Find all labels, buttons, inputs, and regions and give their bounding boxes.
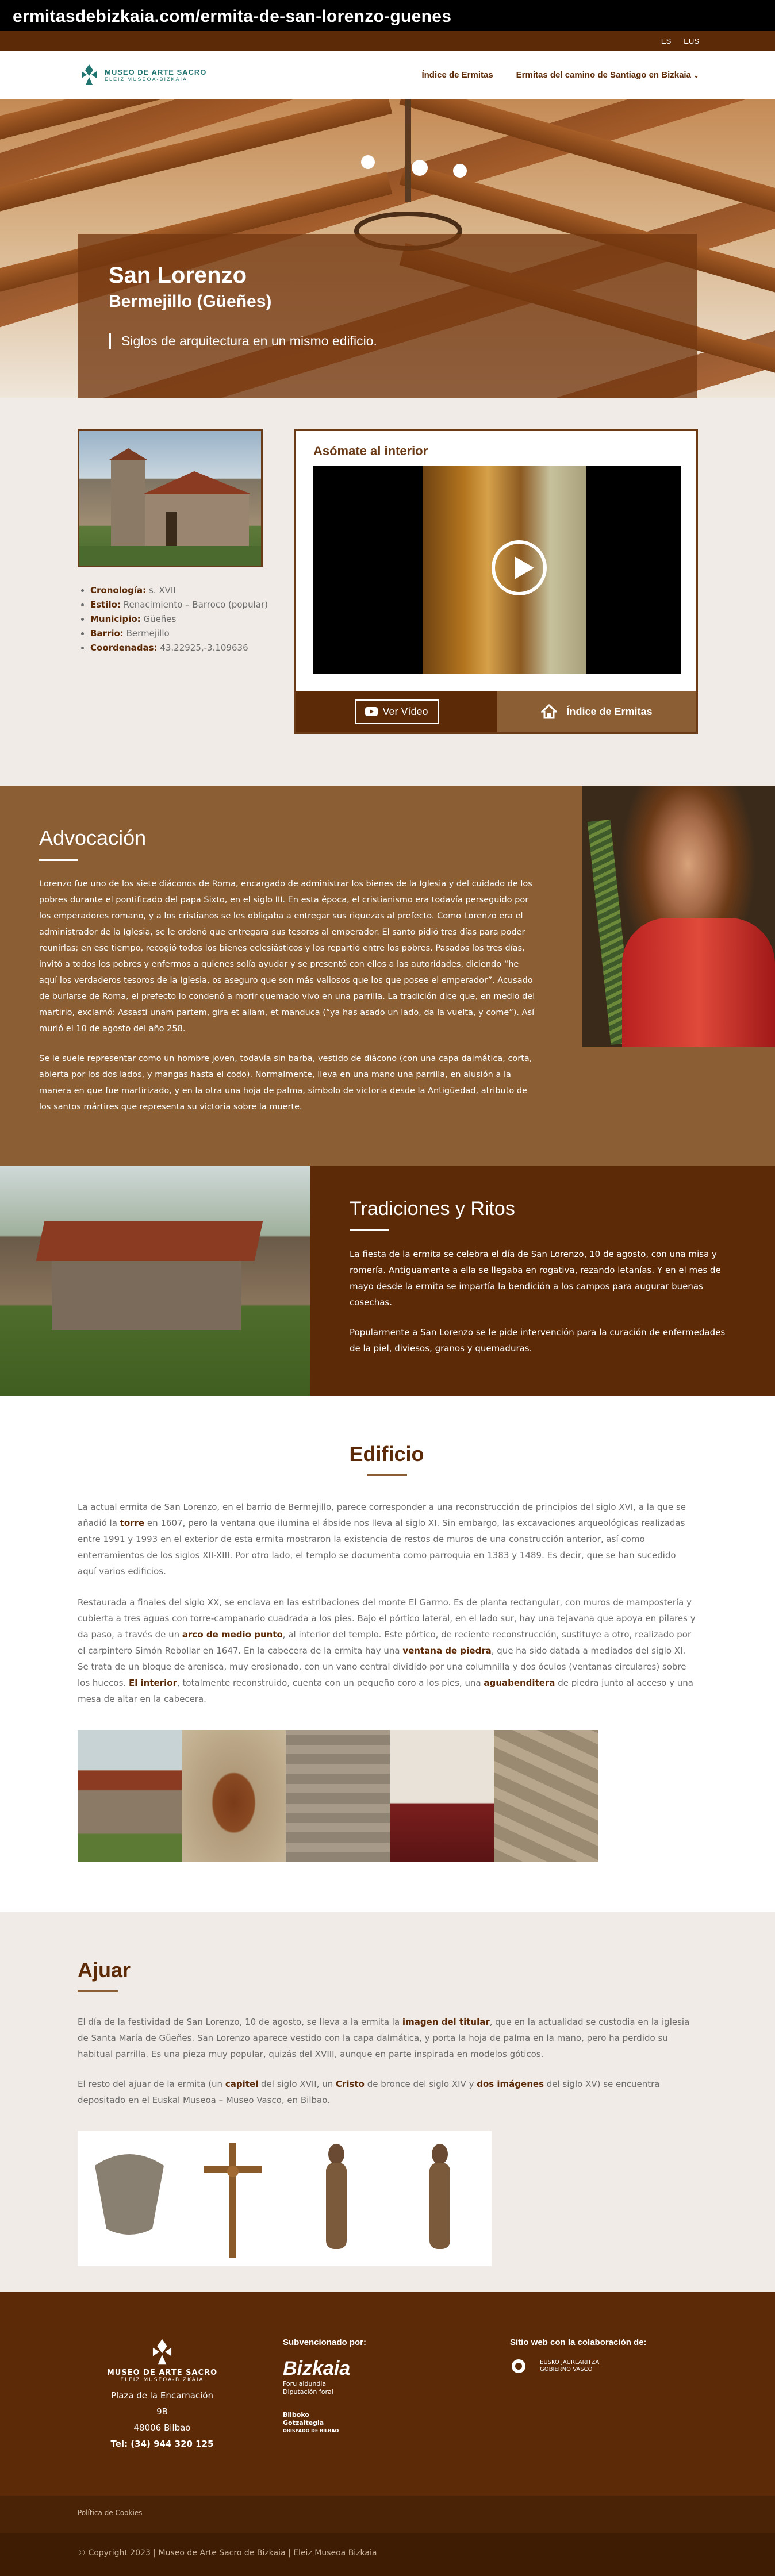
cross-logo-icon — [150, 2337, 174, 2366]
youtube-icon — [365, 707, 378, 716]
page-subtitle: Bermejillo (Güeñes) — [109, 292, 272, 311]
list-item: • Coordenadas: 43.22925,-3.109636 — [90, 641, 775, 655]
sponsor-title: Subvencionado por: — [283, 2337, 367, 2347]
home-icon — [541, 704, 557, 719]
paragraph: La actual ermita de San Lorenzo, en el barrio de Bermejillo, parece corresponder a una reconstrucción de principios del siglo XVI, a la que se añadió la torre en 1607, pero la ventana que ilumina el ábside nos lleva al siglo XI. Sin embargo, las excavaciones arqueológicas realizadas entre 1991 y 1993 en el exterior de esta ermita mostraron la existencia de restos de muros de una construcción anterior, así como enterramientos de los siglos XII-XIII. Por otro lado, el templo se documenta como parroquia en 1383 y 1489. Es decir, que se han sucedido aquí varios edificios. — [78, 1502, 686, 1577]
nav-item-indice[interactable]: Índice de Ermitas — [421, 70, 493, 80]
church-photo — [78, 429, 263, 567]
hero-overlay — [78, 234, 697, 398]
lang-es-link[interactable]: ES — [661, 36, 672, 45]
video-title: Asómate al interior — [313, 444, 428, 458]
list-item: • Barrio: Bermejillo — [90, 626, 775, 641]
paragraph: Popularmente a San Lorenzo se le pide intervención para la curación de enfermedades de la piel, diviesos, granos y quemaduras. — [350, 1327, 726, 1354]
site-header — [0, 51, 775, 99]
lang-eus-link[interactable]: EUS — [684, 36, 699, 45]
video-card — [294, 429, 698, 734]
collab-title: Sitio web con la colaboración de: — [510, 2337, 647, 2347]
divider — [367, 1474, 407, 1476]
url-bar[interactable]: ermitasdebizkaia.com/ermita-de-san-lorenzo-guenes — [0, 0, 775, 31]
copyright: © Copyright 2023 | Museo de Arte Sacro de Bizkaia | Eleiz Museoa Bizkaia — [0, 2533, 775, 2576]
hermitage-photo — [0, 1166, 310, 1396]
play-icon[interactable] — [492, 540, 547, 595]
gallery-image[interactable] — [181, 2131, 285, 2266]
divider — [350, 1229, 389, 1231]
site-footer: MUSEO DE ARTE SACRO ELEIZ MUSEOA-BIZKAIA Plaza de la Encarnación 9B 48006 Bilbao Tel: (34) 944 320 125 Subvencionado por: Bizkaia Foru aldundia Diputación foral Bilboko Gotzaitegia OBISPADO DE BILBAO Sitio web con la colaboración de: EUSKO JAURLARITZA GOBIERNO VASCO — [0, 2292, 775, 2496]
paragraph: Se le suele representar como un hombre joven, todavía sin barba, vestido de diácono (con una capa dalmática, corta, abierta por los dos lados, y mangas hasta el codo). Normalmente, lleva en una mano una parrilla, en alusión a la manera en que fue martirizado, y en la otra una hoja de palma, símbolo de victoria desde la Antigüedad, atributo de los santos mártires que representa su victoria sobre la muerte. — [39, 1054, 532, 1112]
section-title: Advocación — [39, 826, 147, 849]
cookie-policy-link[interactable]: Política de Cookies — [78, 2509, 143, 2517]
site-logo[interactable] — [79, 63, 206, 86]
logo-line2: ELEIZ MUSEOA-BIZKAIA — [105, 76, 188, 82]
footer-logo-line2: ELEIZ MUSEOA-BIZKAIA — [120, 2377, 204, 2383]
ver-video-button[interactable]: Ver Vídeo — [355, 699, 438, 724]
gallery-image[interactable] — [388, 2131, 492, 2266]
gallery-image[interactable] — [390, 1730, 494, 1862]
ajuar-section — [0, 1912, 775, 2292]
main-nav — [421, 70, 699, 80]
list-item: • Municipio: Güeñes — [90, 612, 775, 626]
gallery-image[interactable] — [494, 1730, 598, 1862]
gallery-image[interactable] — [182, 1730, 286, 1862]
nav-item-camino[interactable]: Ermitas del camino de Santiago en Bizkaia ⌄ — [516, 70, 699, 80]
tradiciones-section — [0, 1166, 775, 1396]
section-title: Edificio — [349, 1442, 424, 1466]
building-gallery — [78, 1730, 696, 1862]
divider — [78, 1990, 118, 1992]
divider — [39, 859, 78, 861]
paragraph: El resto del ajuar de la ermita (un capitel del siglo XVII, un Cristo de bronce del siglo XIV y dos imágenes del siglo XV) se encuentra depositado en el Euskal Museoa – Museo Vasco, en Bilbao. — [78, 2079, 660, 2105]
paragraph: La fiesta de la ermita se celebra el día de San Lorenzo, 10 de agosto, con una misa y romería. Antiguamente a ella se llegaba en rogativa, rezando letanías. Y en el mes de mayo desde la ermita se impartía la bendición a los campos para augurar buenas cosechas. — [350, 1249, 721, 1308]
paragraph: El día de la festividad de San Lorenzo, 10 de agosto, se lleva a la ermita la imagen del titular, que en la actualidad se custodia en la iglesia de Santa María de Güeñes. San Lorenzo aparece vestido con la capa dalmática, y porta la hoja de palma en la mano, pero ha perdido su habitual parrilla. Es una pieza muy popular, quizás del XVIII, aunque en parte inspirada en modelos góticos. — [78, 2017, 690, 2059]
logo-line1: MUSEO DE ARTE SACRO — [105, 67, 207, 76]
footer-address: 48006 Bilbao — [133, 2423, 191, 2433]
video-actions — [296, 691, 696, 732]
gallery-image[interactable] — [286, 1730, 390, 1862]
footer-phone[interactable]: Tel: (34) 944 320 125 — [110, 2439, 214, 2449]
gallery-image[interactable] — [285, 2131, 388, 2266]
cross-logo-icon — [79, 63, 99, 86]
gallery-image[interactable] — [78, 2131, 181, 2266]
edificio-section — [0, 1396, 775, 1912]
indice-ermitas-button[interactable]: Índice de Ermitas — [497, 691, 696, 732]
bilbao-logo[interactable]: Bilboko Gotzaitegia OBISPADO DE BILBAO — [283, 2411, 339, 2433]
ajuar-gallery — [78, 2131, 492, 2266]
list-item: • Estilo: Renacimiento – Barroco (popular) — [90, 598, 775, 612]
cookie-bar — [0, 2496, 775, 2533]
saint-lorenzo-statue-image — [582, 786, 775, 1047]
gobierno-vasco-logo[interactable]: EUSKO JAURLARITZA GOBIERNO VASCO — [510, 2358, 737, 2375]
video-player[interactable] — [313, 466, 681, 674]
footer-address: Plaza de la Encarnación 9B — [110, 2390, 213, 2417]
language-bar — [0, 31, 775, 51]
hero-quote: Siglos de arquitectura en un mismo edificio. — [109, 333, 666, 349]
chevron-down-icon: ⌄ — [693, 71, 699, 79]
info-section — [0, 398, 775, 786]
section-title: Ajuar — [78, 1958, 131, 1982]
footer-logo-line1: MUSEO DE ARTE SACRO — [106, 2369, 218, 2377]
section-title: Tradiciones y Ritos — [350, 1198, 515, 1220]
advocacion-section — [0, 786, 775, 1166]
paragraph: Restaurada a finales del siglo XX, se enclava en las estribaciones del monte El Garmo. Es de planta rectangular, con muros de mampostería y cubierta a tres aguas con torre-campanario cuadrada a los pies. Bajo el pórtico lateral, en el lado sur, hay una tejavana que apoya en pilares y da paso, a través de un arco de medio punto, al interior del templo. Este pórtico, de reciente reconstrucción, sustituye a otro, realizado por el carpintero Simón Rebollar en 1647. En la cabecera de la ermita hay una ventana de piedra, que ha sido datada a mediados del siglo XI. Se trata de un bloque de arenisca, muy erosionado, con un vano central dividido por una columnilla y dos óculos (ventanas circulares) sobre los huecos. El interior, totalmente reconstruido, cuenta con un pequeño coro a los pies, una aguabenditera de piedra junto al acceso y una mesa de altar en la cabecera. — [78, 1597, 696, 1704]
page-title: San Lorenzo — [109, 263, 247, 288]
gallery-image[interactable] — [78, 1730, 182, 1862]
paragraph: Lorenzo fue uno de los siete diáconos de Roma, encargado de administrar los bienes de la Iglesia y del cuidado de los pobres durante el pontificado del papa Sixto, en el siglo III. En esta época, el cristianismo era todavía perseguido por los emperadores romano, y a los cristianos se les obligaba a entregar sus riquezas al prefecto. Como Lorenzo era el administrador de la Iglesia, se le ordenó que entregara sus tesoros al emperador. El santo pidió tres días para poder reunirlas; en ese tiempo, recogió todos los bienes eclesiásticos y los repartió entre los pobres. Pasados los tres días, invitó a todos los pobres y enfermos a quienes solía ayudar y se presentó con ellos a las autoridades, diciendo “he aquí los verdaderos tesoros de la Iglesia, os aseguro que son más valiosos que los que posee el emperador”. Acusado de burlarse de Roma, el prefecto lo condenó a morir quemado vivo en una parrilla. La tradición dice que, en medio del martirio, exclamó: Assasti unam partem, gira et aliam, et manduca (“ya has asado un lado, da la vuelta, y come”). Así murió el 10 de agosto del año 258. — [39, 879, 535, 1033]
list-item: • Cronología: s. XVII — [90, 583, 775, 598]
bizkaia-logo[interactable]: Bizkaia — [283, 2358, 351, 2379]
hero-banner — [0, 99, 775, 398]
